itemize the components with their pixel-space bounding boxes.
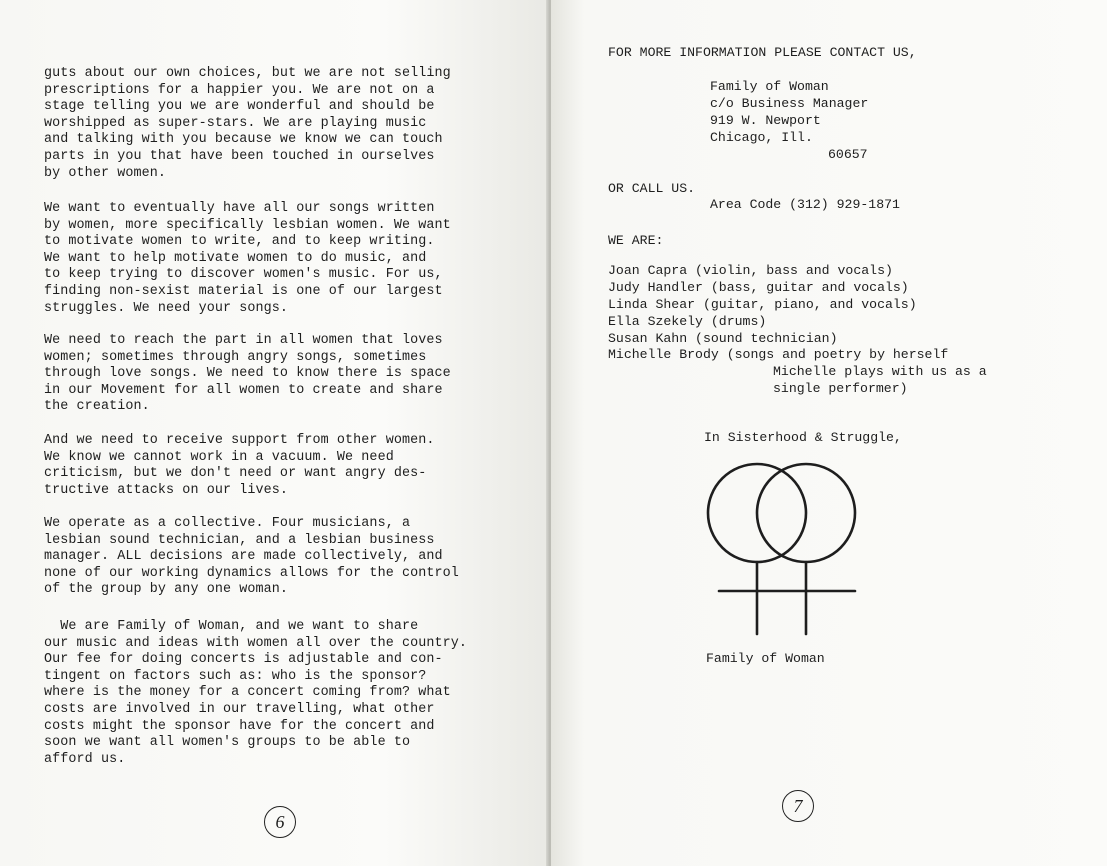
text-line: stage telling you we are wonderful and should be	[44, 99, 435, 115]
body-paragraph	[44, 619, 467, 768]
page-number-6: 6	[264, 806, 296, 838]
text-line: costs might the sponsor have for the concert and	[44, 718, 435, 734]
signature-name: Family of Woman	[706, 651, 825, 666]
text-line: by women, more specifically lesbian women. We want	[44, 217, 451, 233]
text-line: We want to eventually have all our songs written	[44, 201, 435, 216]
text-line: We want to help motivate women to do music, and	[44, 250, 427, 266]
members-heading: WE ARE:	[608, 233, 664, 248]
text-line: the creation.	[44, 399, 150, 415]
text-line: manager. ALL decisions are made collectively, and	[44, 549, 443, 565]
member-item: Joan Capra (violin, bass and vocals)	[608, 263, 893, 278]
text-line: lesbian sound technician, and a lesbian business	[44, 532, 435, 548]
text-line: struggles. We need your songs.	[44, 300, 289, 316]
text-line: costs are involved in our travelling, what other	[44, 701, 435, 717]
contact-heading: FOR MORE INFORMATION PLEASE CONTACT US,	[608, 45, 917, 60]
member-item: Judy Handler (bass, guitar and vocals)	[608, 280, 909, 295]
phone-number: Area Code (312) 929-1871	[710, 197, 900, 212]
address-care-of: c/o Business Manager	[710, 96, 869, 111]
text-line: of the group by any one woman.	[44, 582, 289, 598]
text-line: We operate as a collective. Four musicians, a	[44, 516, 411, 531]
text-line: women; sometimes through angry songs, sometimes	[44, 349, 427, 365]
member-note-line: single performer)	[773, 381, 908, 396]
text-line: finding non-sexist material is one of our largest	[44, 283, 443, 299]
body-paragraph	[44, 516, 459, 599]
text-line: none of our working dynamics allows for the control	[44, 565, 459, 581]
text-line: We need to reach the part in all women that loves	[44, 333, 443, 348]
text-line: and talking with you because we know we can touch	[44, 132, 443, 148]
text-line: criticism, but we don't need or want angry des-	[44, 466, 427, 482]
text-line: through love songs. We need to know there is space	[44, 366, 451, 382]
body-paragraph	[44, 333, 451, 416]
address-city: Chicago, Ill.	[710, 130, 813, 145]
page-number-7: 7	[782, 790, 814, 822]
body-paragraph	[44, 433, 435, 499]
address-street: 919 W. Newport	[710, 113, 821, 128]
left-page	[0, 0, 550, 866]
text-line: soon we want all women's groups to be able to	[44, 735, 411, 751]
text-line: We are Family of Woman, and we want to share	[44, 619, 419, 634]
closing-line: In Sisterhood & Struggle,	[704, 430, 902, 445]
member-item: Linda Shear (guitar, piano, and vocals)	[608, 297, 917, 312]
text-line: prescriptions for a happier you. We are not on a	[44, 82, 435, 98]
double-venus-icon	[699, 462, 869, 642]
text-line: tingent on factors such as: who is the sponsor?	[44, 668, 427, 684]
address-name: Family of Woman	[710, 79, 829, 94]
text-line: where is the money for a concert coming from? what	[44, 685, 451, 701]
text-line: tructive attacks on our lives.	[44, 482, 289, 498]
member-note-line: Michelle plays with us as a	[773, 364, 987, 379]
text-line: worshipped as super-stars. We are playing music	[44, 115, 427, 131]
text-line: by other women.	[44, 165, 167, 181]
text-line: to motivate women to write, and to keep writing.	[44, 234, 435, 250]
call-heading: OR CALL US.	[608, 181, 696, 196]
text-line: to keep trying to discover women's music. For us,	[44, 267, 443, 283]
text-line: Our fee for doing concerts is adjustable and con-	[44, 652, 443, 668]
member-item: Ella Szekely (drums)	[608, 314, 767, 329]
member-item: Michelle Brody (songs and poetry by herself	[608, 347, 949, 362]
text-line: We know we cannot work in a vacuum. We need	[44, 449, 394, 465]
right-page	[551, 0, 1107, 866]
address-zip: 60657	[828, 147, 868, 162]
member-item: Susan Kahn (sound technician)	[608, 331, 838, 346]
body-paragraph	[44, 201, 451, 317]
text-line: afford us.	[44, 751, 126, 767]
text-line: And we need to receive support from other women.	[44, 433, 435, 448]
text-line: guts about our own choices, but we are not selling	[44, 66, 451, 81]
text-line: our music and ideas with women all over the country.	[44, 635, 468, 651]
body-paragraph	[44, 66, 451, 182]
text-line: in our Movement for all women to create and share	[44, 382, 443, 398]
text-line: parts in you that have been touched in ourselves	[44, 148, 435, 164]
